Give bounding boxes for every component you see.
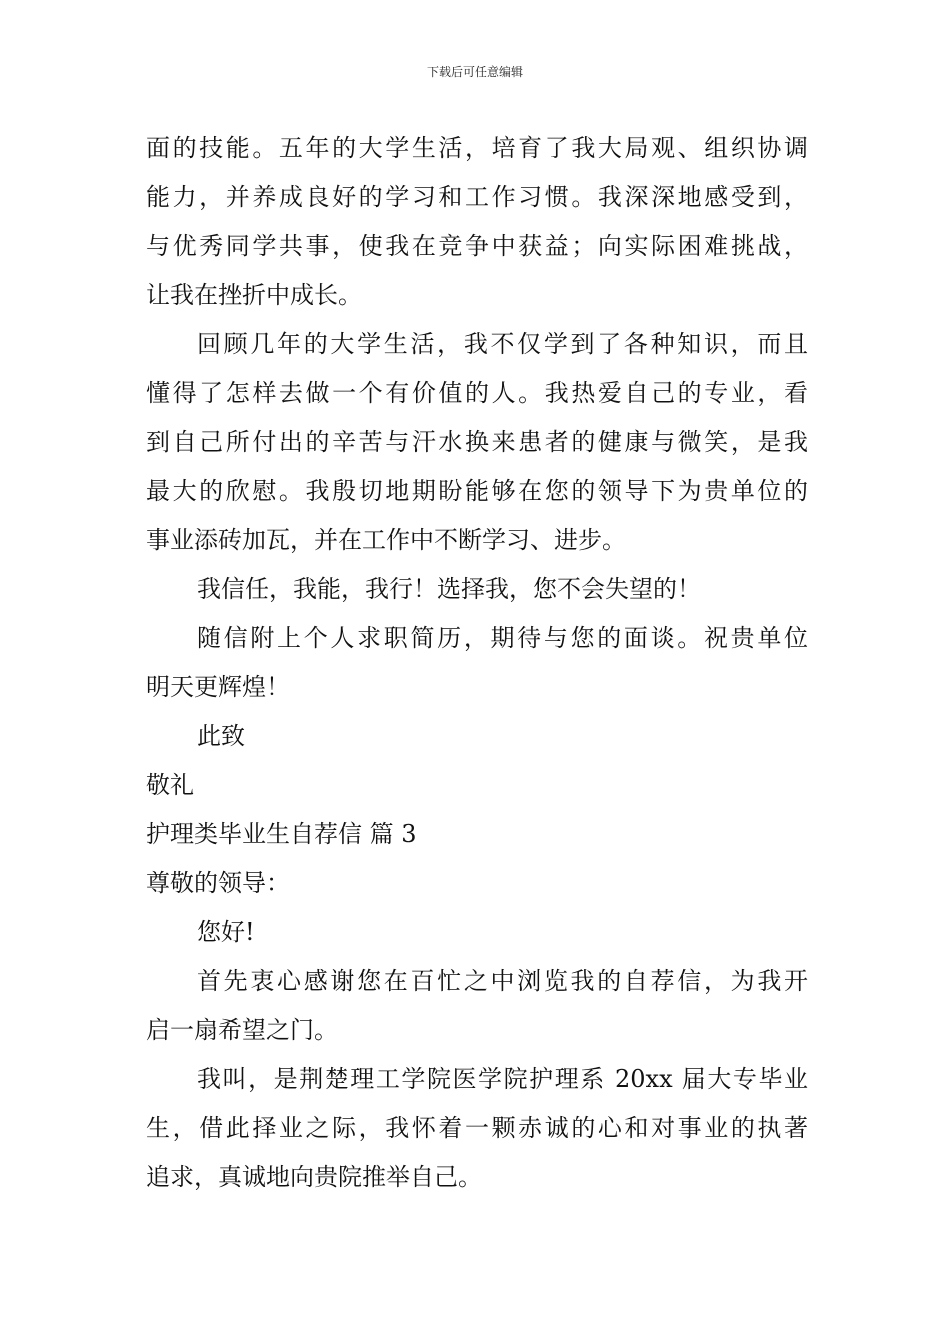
text-line: 能力，并养成良好的学习和工作习惯。我深深地感受到， — [146, 183, 808, 211]
paragraph — [146, 908, 808, 957]
text-line: 启一扇希望之门。 — [146, 1016, 338, 1044]
text-line: 懂得了怎样去做一个有价值的人。我热爱自己的专业，看 — [146, 379, 808, 407]
page-header: 下载后可任意编辑 — [426, 65, 523, 79]
paragraph — [146, 614, 808, 712]
text-line: 敬礼 — [146, 771, 194, 799]
text-line: 生，借此择业之际，我怀着一颗赤诚的心和对事业的执著 — [146, 1114, 808, 1142]
paragraph — [146, 712, 808, 761]
text-line: 尊敬的领导： — [146, 869, 290, 897]
text-line: 我信任，我能，我行！选择我，您不会失望的！ — [197, 575, 701, 603]
document-body — [146, 124, 808, 1202]
text-line: 面的技能。五年的大学生活，培育了我大局观、组织协调 — [146, 134, 808, 162]
paragraph — [146, 859, 808, 908]
text-line: 明天更辉煌！ — [146, 673, 290, 701]
text-line: 回顾几年的大学生活，我不仅学到了各种知识，而且 — [197, 330, 808, 358]
paragraph — [146, 1055, 808, 1202]
text-line: 护理类毕业生自荐信 篇 3 — [146, 820, 417, 848]
paragraph — [146, 124, 808, 320]
text-line: 追求，真诚地向贵院推举自己。 — [146, 1163, 482, 1191]
text-line: 我叫，是荆楚理工学院医学院护理系 20xx 届大专毕业 — [197, 1065, 808, 1093]
text-line: 到自己所付出的辛苦与汗水换来患者的健康与微笑，是我 — [146, 428, 808, 456]
paragraph — [146, 565, 808, 614]
paragraph — [146, 320, 808, 565]
text-line: 此致 — [197, 722, 245, 750]
text-line: 与优秀同学共事，使我在竞争中获益；向实际困难挑战， — [146, 232, 808, 260]
text-line: 首先衷心感谢您在百忙之中浏览我的自荐信，为我开 — [197, 967, 808, 995]
paragraph — [146, 957, 808, 1055]
text-line: 您好! — [197, 918, 255, 946]
paragraph — [146, 761, 808, 810]
text-line: 事业添砖加瓦，并在工作中不断学习、进步。 — [146, 526, 626, 554]
text-line: 随信附上个人求职简历，期待与您的面谈。祝贵单位 — [197, 624, 808, 652]
text-line: 让我在挫折中成长。 — [146, 281, 362, 309]
text-line: 最大的欣慰。我殷切地期盼能够在您的领导下为贵单位的 — [146, 477, 808, 505]
paragraph — [146, 810, 808, 859]
